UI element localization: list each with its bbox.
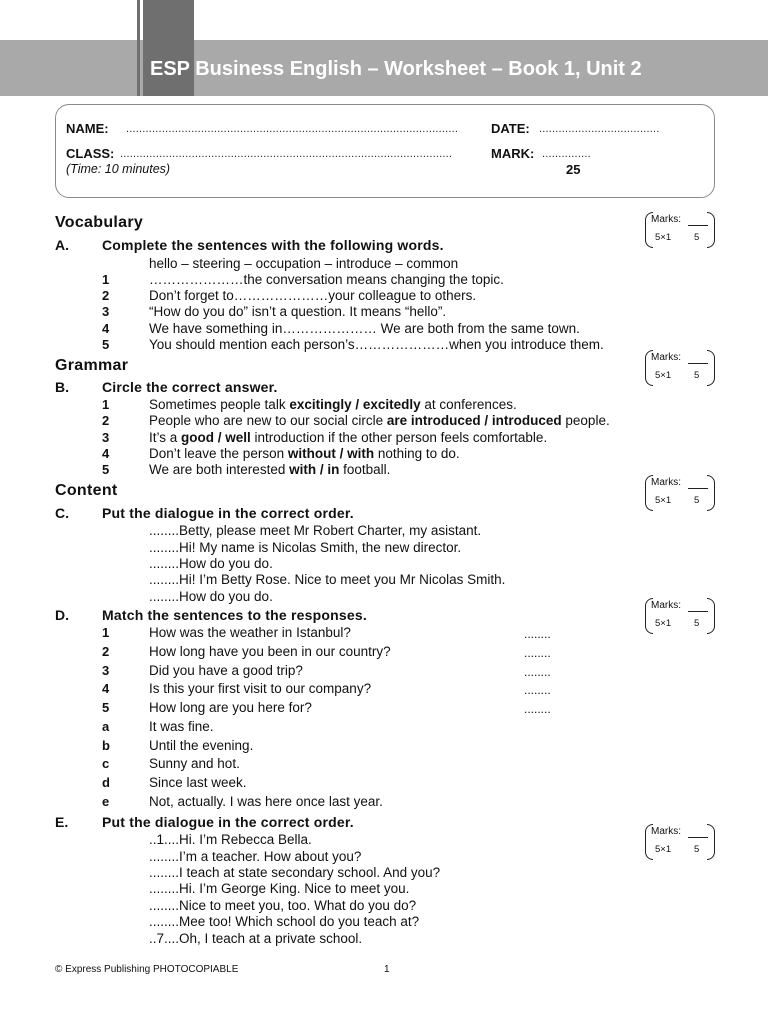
marks-blank[interactable] — [688, 363, 708, 364]
answer-blank[interactable]: ........ — [524, 646, 551, 660]
match-question: How was the weather in Istanbul? — [149, 625, 351, 640]
class-label: CLASS: — [66, 146, 115, 161]
item-number: 3 — [102, 430, 110, 445]
dialogue-line: ..7....Oh, I teach at a private school. — [149, 931, 363, 946]
answer-blank[interactable]: ........ — [524, 627, 551, 641]
answer-choice[interactable]: with / in — [289, 462, 340, 477]
grammar-item: Sometimes people talk excitingly / excitedly at conferences. — [149, 397, 517, 412]
marks-box-d: Marks: 5×1 5 — [645, 598, 715, 634]
task-letter-e: E. — [55, 814, 69, 830]
task-letter-b: B. — [55, 379, 69, 395]
header-accent-line — [137, 0, 140, 96]
marks-blank[interactable] — [688, 837, 708, 838]
grammar-item: It’s a good / well introduction if the other person feels comfortable. — [149, 430, 548, 445]
name-field[interactable]: ...................................................................................................... — [126, 123, 459, 135]
vocab-item: …………………the conversation means changing the topic. — [149, 272, 504, 287]
section-title-grammar: Grammar — [55, 357, 129, 374]
item-letter: e — [102, 794, 110, 809]
page-title: ESP Business English – Worksheet – Book 1, Unit 2 — [150, 58, 642, 80]
marks-box-b: Marks: 5×1 5 — [645, 350, 715, 386]
task-letter-a: A. — [55, 237, 69, 253]
answer-choice[interactable]: without / with — [287, 446, 375, 461]
answer-blank[interactable]: ........ — [524, 683, 551, 697]
answer-choice[interactable]: are introduced / introduced — [386, 413, 562, 428]
date-label: DATE: — [491, 121, 530, 136]
item-number: 1 — [102, 272, 110, 287]
item-number: 5 — [102, 337, 110, 352]
task-instruction-d: Match the sentences to the responses. — [102, 607, 367, 623]
task-instruction-a: Complete the sentences with the following words. — [102, 237, 444, 253]
match-response: Until the evening. — [149, 738, 254, 753]
time-note: (Time: 10 minutes) — [66, 162, 171, 176]
item-letter: a — [102, 719, 110, 734]
item-letter: c — [102, 756, 110, 771]
vocab-item: We have something in………………… We are both from the same town. — [149, 321, 580, 336]
item-number: 2 — [102, 288, 110, 303]
task-instruction-c: Put the dialogue in the correct order. — [102, 505, 354, 521]
mark-label: MARK: — [491, 146, 535, 161]
marks-blank[interactable] — [688, 225, 708, 226]
match-question: How long are you here for? — [149, 700, 312, 715]
task-letter-d: D. — [55, 607, 69, 623]
date-field[interactable]: ..................................... — [539, 123, 660, 135]
item-number: 2 — [102, 644, 110, 659]
grammar-item: Don’t leave the person without / with nothing to do. — [149, 446, 460, 461]
item-number: 3 — [102, 663, 110, 678]
dialogue-line: ........I teach at state secondary school. And you? — [149, 865, 441, 880]
match-question: Is this your first visit to our company? — [149, 681, 372, 696]
dialogue-line: ........Mee too! Which school do you teach at? — [149, 914, 420, 929]
dialogue-line: ........How do you do. — [149, 556, 273, 571]
item-number: 1 — [102, 397, 110, 412]
item-letter: b — [102, 738, 110, 753]
dialogue-line: ........I’m a teacher. How about you? — [149, 849, 362, 864]
section-title-content: Content — [55, 482, 118, 499]
grammar-item: People who are new to our social circle are introduced / introduced people. — [149, 413, 610, 428]
marks-box-a: Marks: 5×1 5 — [645, 212, 715, 248]
item-number: 3 — [102, 304, 110, 319]
answer-blank[interactable]: ........ — [524, 665, 551, 679]
match-response: Sunny and hot. — [149, 756, 240, 771]
grammar-item: We are both interested with / in football. — [149, 462, 391, 477]
vocab-item: Don’t forget to…………………your colleague to others. — [149, 288, 477, 303]
item-number: 1 — [102, 625, 110, 640]
task-instruction-b: Circle the correct answer. — [102, 379, 278, 395]
mark-field[interactable]: ............... — [542, 148, 591, 160]
answer-choice[interactable]: good / well — [181, 430, 251, 445]
header-accent-tab — [143, 0, 194, 96]
copyright-footer: © Express Publishing PHOTOCOPIABLE — [55, 964, 239, 975]
item-number: 2 — [102, 413, 110, 428]
mark-total: 25 — [566, 162, 581, 177]
class-field[interactable]: ...................................................................................................... — [120, 148, 453, 160]
task-letter-c: C. — [55, 505, 69, 521]
dialogue-line: ..1....Hi. I’m Rebecca Bella. — [149, 832, 312, 847]
page-number: 1 — [384, 964, 390, 975]
match-response: Since last week. — [149, 775, 247, 790]
marks-box-e: Marks: 5×1 5 — [645, 824, 715, 860]
match-question: How long have you been in our country? — [149, 644, 391, 659]
marks-blank[interactable] — [688, 611, 708, 612]
section-title-vocabulary: Vocabulary — [55, 214, 144, 231]
name-label: NAME: — [66, 121, 109, 136]
answer-blank[interactable]: ........ — [524, 702, 551, 716]
dialogue-line: ........Hi! My name is Nicolas Smith, the new director. — [149, 540, 462, 555]
match-question: Did you have a good trip? — [149, 663, 303, 678]
match-response: It was fine. — [149, 719, 214, 734]
task-instruction-e: Put the dialogue in the correct order. — [102, 814, 354, 830]
word-bank: hello – steering – occupation – introduce – common — [149, 256, 459, 271]
match-response: Not, actually. I was here once last year. — [149, 794, 383, 809]
vocab-item: “How do you do” isn’t a question. It means “hello”. — [149, 304, 447, 319]
item-number: 5 — [102, 700, 110, 715]
answer-choice[interactable]: excitingly / excitedly — [289, 397, 421, 412]
item-number: 5 — [102, 462, 110, 477]
dialogue-line: ........Betty, please meet Mr Robert Charter, my asistant. — [149, 523, 482, 538]
item-letter: d — [102, 775, 110, 790]
dialogue-line: ........How do you do. — [149, 589, 273, 604]
item-number: 4 — [102, 681, 110, 696]
dialogue-line: ........Hi. I’m George King. Nice to meet you. — [149, 881, 410, 896]
vocab-item: You should mention each person’s…………………when you introduce them. — [149, 337, 604, 352]
dialogue-line: ........Nice to meet you, too. What do you do? — [149, 898, 417, 913]
dialogue-line: ........Hi! I’m Betty Rose. Nice to meet you Mr Nicolas Smith. — [149, 572, 506, 587]
item-number: 4 — [102, 446, 110, 461]
item-number: 4 — [102, 321, 110, 336]
marks-blank[interactable] — [688, 488, 708, 489]
marks-box-c: Marks: 5×1 5 — [645, 475, 715, 511]
